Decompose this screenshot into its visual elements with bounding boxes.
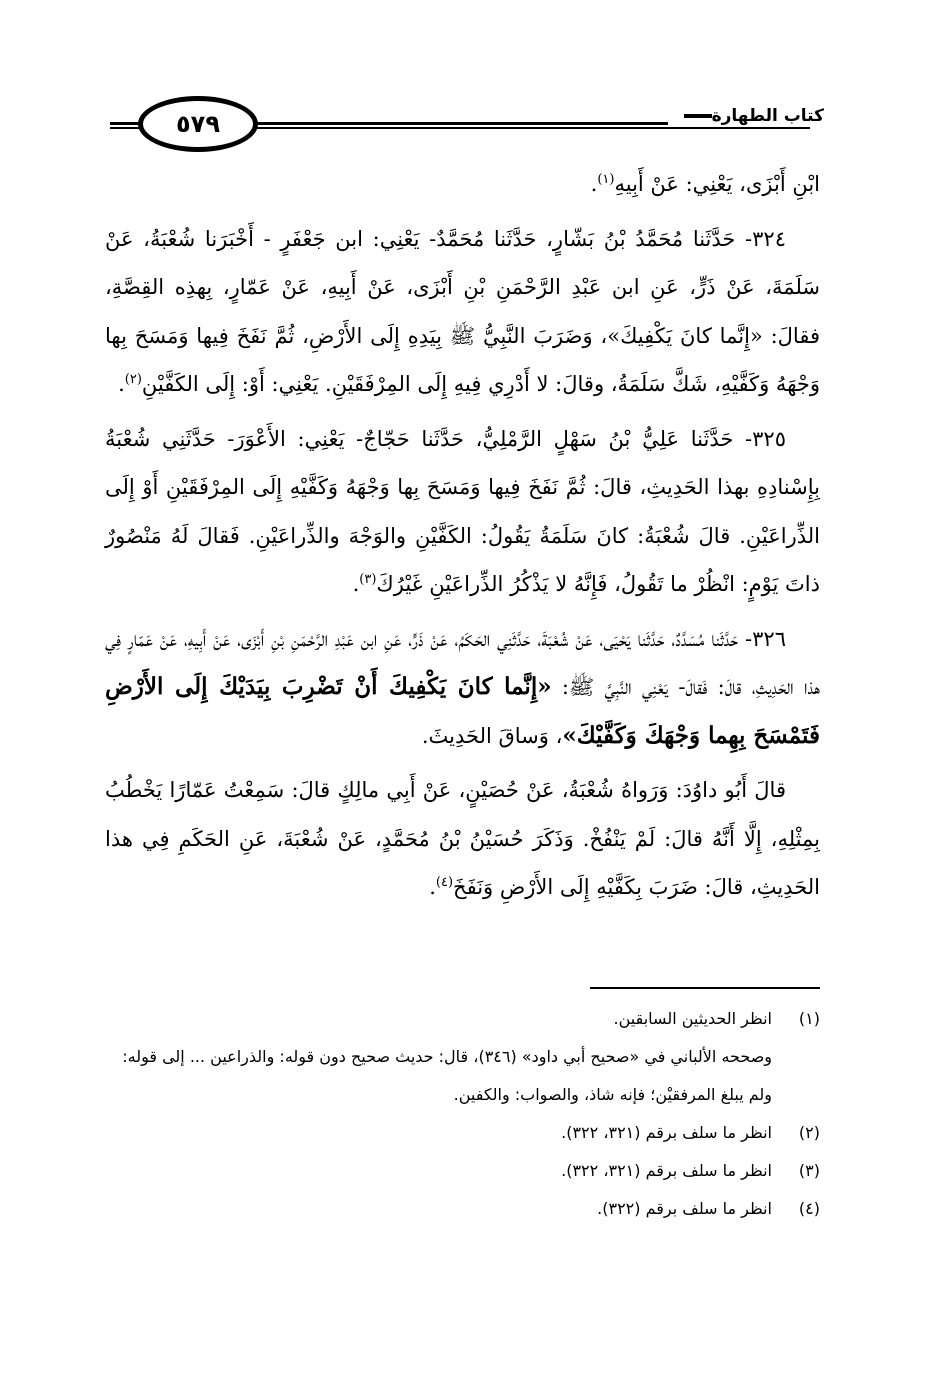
- paragraph-1: ابْنِ أَبْزَى، يَعْنِي: عَنْ أَبِيهِ$^{(١)}$.: [590, 172, 820, 196]
- prophetic-quote: «إِنَّما كانَ يَكْفِيكَ أَنْ تَضْرِبَ بِيَدَيْكَ إِلَى الأَرْضِ فَتَمْسَحَ بِهِما وَجْهَكَ وَكَفَّيْكَ»: [105, 673, 820, 749]
- footnote-divider: [590, 987, 820, 989]
- footnotes: [120, 1000, 820, 1228]
- main-text: [105, 160, 820, 918]
- footnote-ref: (٢): [124, 372, 142, 387]
- footnote-ref: (١): [597, 172, 615, 187]
- hadith-326: ٣٢٦- حَدَّثَنا مُسَدَّدٌ، حَدَّثَنا يَحْيَى، عَنْ شُعْبَةَ، حَدَّثَنِي الحَكَمُ، عَنْ ذَرٍّ، عَنِ ابن عَبْدِ الرَّحْمَنِ بْنِ أَبْزَى، عَنْ أَبِيهِ، عَنْ عَمّارٍ فِي هذا الحَدِيثِ، قالَ: فَقالَ- يَعْنِي النَّبِيَّ ﷺ: «إِنَّما كانَ يَكْفِيكَ أَنْ تَضْرِبَ بِيَدَيْكَ إِلَى الأَرْضِ فَتَمْسَحَ بِهِما وَجْهَكَ وَكَفَّيْكَ»، وَساقَ الحَدِيثَ.: [105, 626, 820, 749]
- book-title: كتاب الطهارة: [668, 106, 830, 126]
- footnote-4: (٤) انظر ما سلف برقم (٣٢٢).: [597, 1199, 820, 1218]
- title-dash: [684, 114, 712, 118]
- footnote-ref: (٣): [359, 572, 377, 587]
- footnote-3: (٣) انظر ما سلف برقم (٣٢١، ٣٢٢).: [561, 1161, 820, 1180]
- footnote-1: (١) انظر الحديثين السابقين.: [613, 1009, 820, 1028]
- footnote-ref: (٤): [435, 875, 454, 890]
- page-header: [110, 96, 824, 158]
- footnote-2: (٢) انظر ما سلف برقم (٣٢١، ٣٢٢).: [561, 1123, 820, 1142]
- footnote-1-continued: وصححه الألباني في «صحيح أبي داود» (٣٤٦)، قال: حديث صحيح دون قوله: والذراعين ... إلى قوله: ولم يبلغ المرفقيْن؛ فإنه شاذ، والصواب: والكفين.: [122, 1047, 772, 1104]
- page-number: ٥٧٩: [138, 96, 258, 152]
- abu-dawud-comment: قالَ أَبُو داوُدَ: وَرَواهُ شُعْبَةُ، عَنْ حُصَيْنٍ، عَنْ أَبِي مالِكٍ قالَ: سَمِعْتُ عَمّارًا يَخْطُبُ بِمِثْلِهِ، إِلَّا أَنَّهُ قالَ: لَمْ يَنْفُخْ. وَذَكَرَ حُسَيْنُ بْنُ مُحَمَّدٍ، عَنْ شُعْبَةَ، عَنِ الحَكَمِ فِي هذا الحَدِيثِ، قالَ: ضَرَبَ بِكَفَّيْهِ إِلَى الأَرْضِ وَنَفَخَ$^{(٤)}$.: [105, 778, 820, 899]
- hadith-325: ٣٢٥- حَدَّثَنا عَلِيُّ بْنُ سَهْلٍ الرَّمْلِيُّ، حَدَّثَنا حَجّاجٌ- يَعْنِي: الأَعْوَرَ- حَدَّثَنِي شُعْبَةُ بِإِسْنادِهِ بهذا الحَدِيثِ، قالَ: ثُمَّ نَفَخَ فِيها وَمَسَحَ بِها وَجْهَهُ وَكَفَّيْهِ إِلَى المِرْفَقَيْنِ أَوْ إِلَى الذِّراعَيْنِ. قالَ شُعْبَةُ: كانَ سَلَمَةُ يَقُولُ: الكَفَّيْنِ والوَجْهَ والذِّراعَيْنِ. فَقالَ لَهُ مَنْصُورٌ ذاتَ يَوْمٍ: انْظُرْ ما تَقُولُ، فَإِنَّهُ لا يَذْكُرُ الذِّراعَيْنِ غَيْرُكَ$^{(٣)}$.: [105, 426, 820, 596]
- hadith-324: ٣٢٤- حَدَّثَنا مُحَمَّدُ بْنُ بَشّارٍ، حَدَّثَنا مُحَمَّدٌ- يَعْنِي: ابن جَعْفَرٍ - أَخْبَرَنا شُعْبَةُ، عَنْ سَلَمَةَ، عَنْ ذَرٍّ، عَنِ ابن عَبْدِ الرَّحْمَنِ بْنِ أَبْزَى، عَنْ أَبِيهِ، عَنْ عَمّارٍ، بِهذِه القِصَّةِ، فقالَ: «إِنَّما كانَ يَكْفِيكَ»، وَضَرَبَ النَّبِيُّ ﷺ بِيَدِهِ إِلَى الأَرْضِ، ثُمَّ نَفَخَ فِيها وَمَسَحَ بِها وَجْهَهُ وَكَفَّيْهِ، شَكَّ سَلَمَةُ، وقالَ: لا أَدْرِي فِيهِ إِلَى المِرْفَقَيْنِ. يَعْنِي: أَوْ: إِلَى الكَفَّيْنِ$^{(٢)}$.: [105, 226, 820, 396]
